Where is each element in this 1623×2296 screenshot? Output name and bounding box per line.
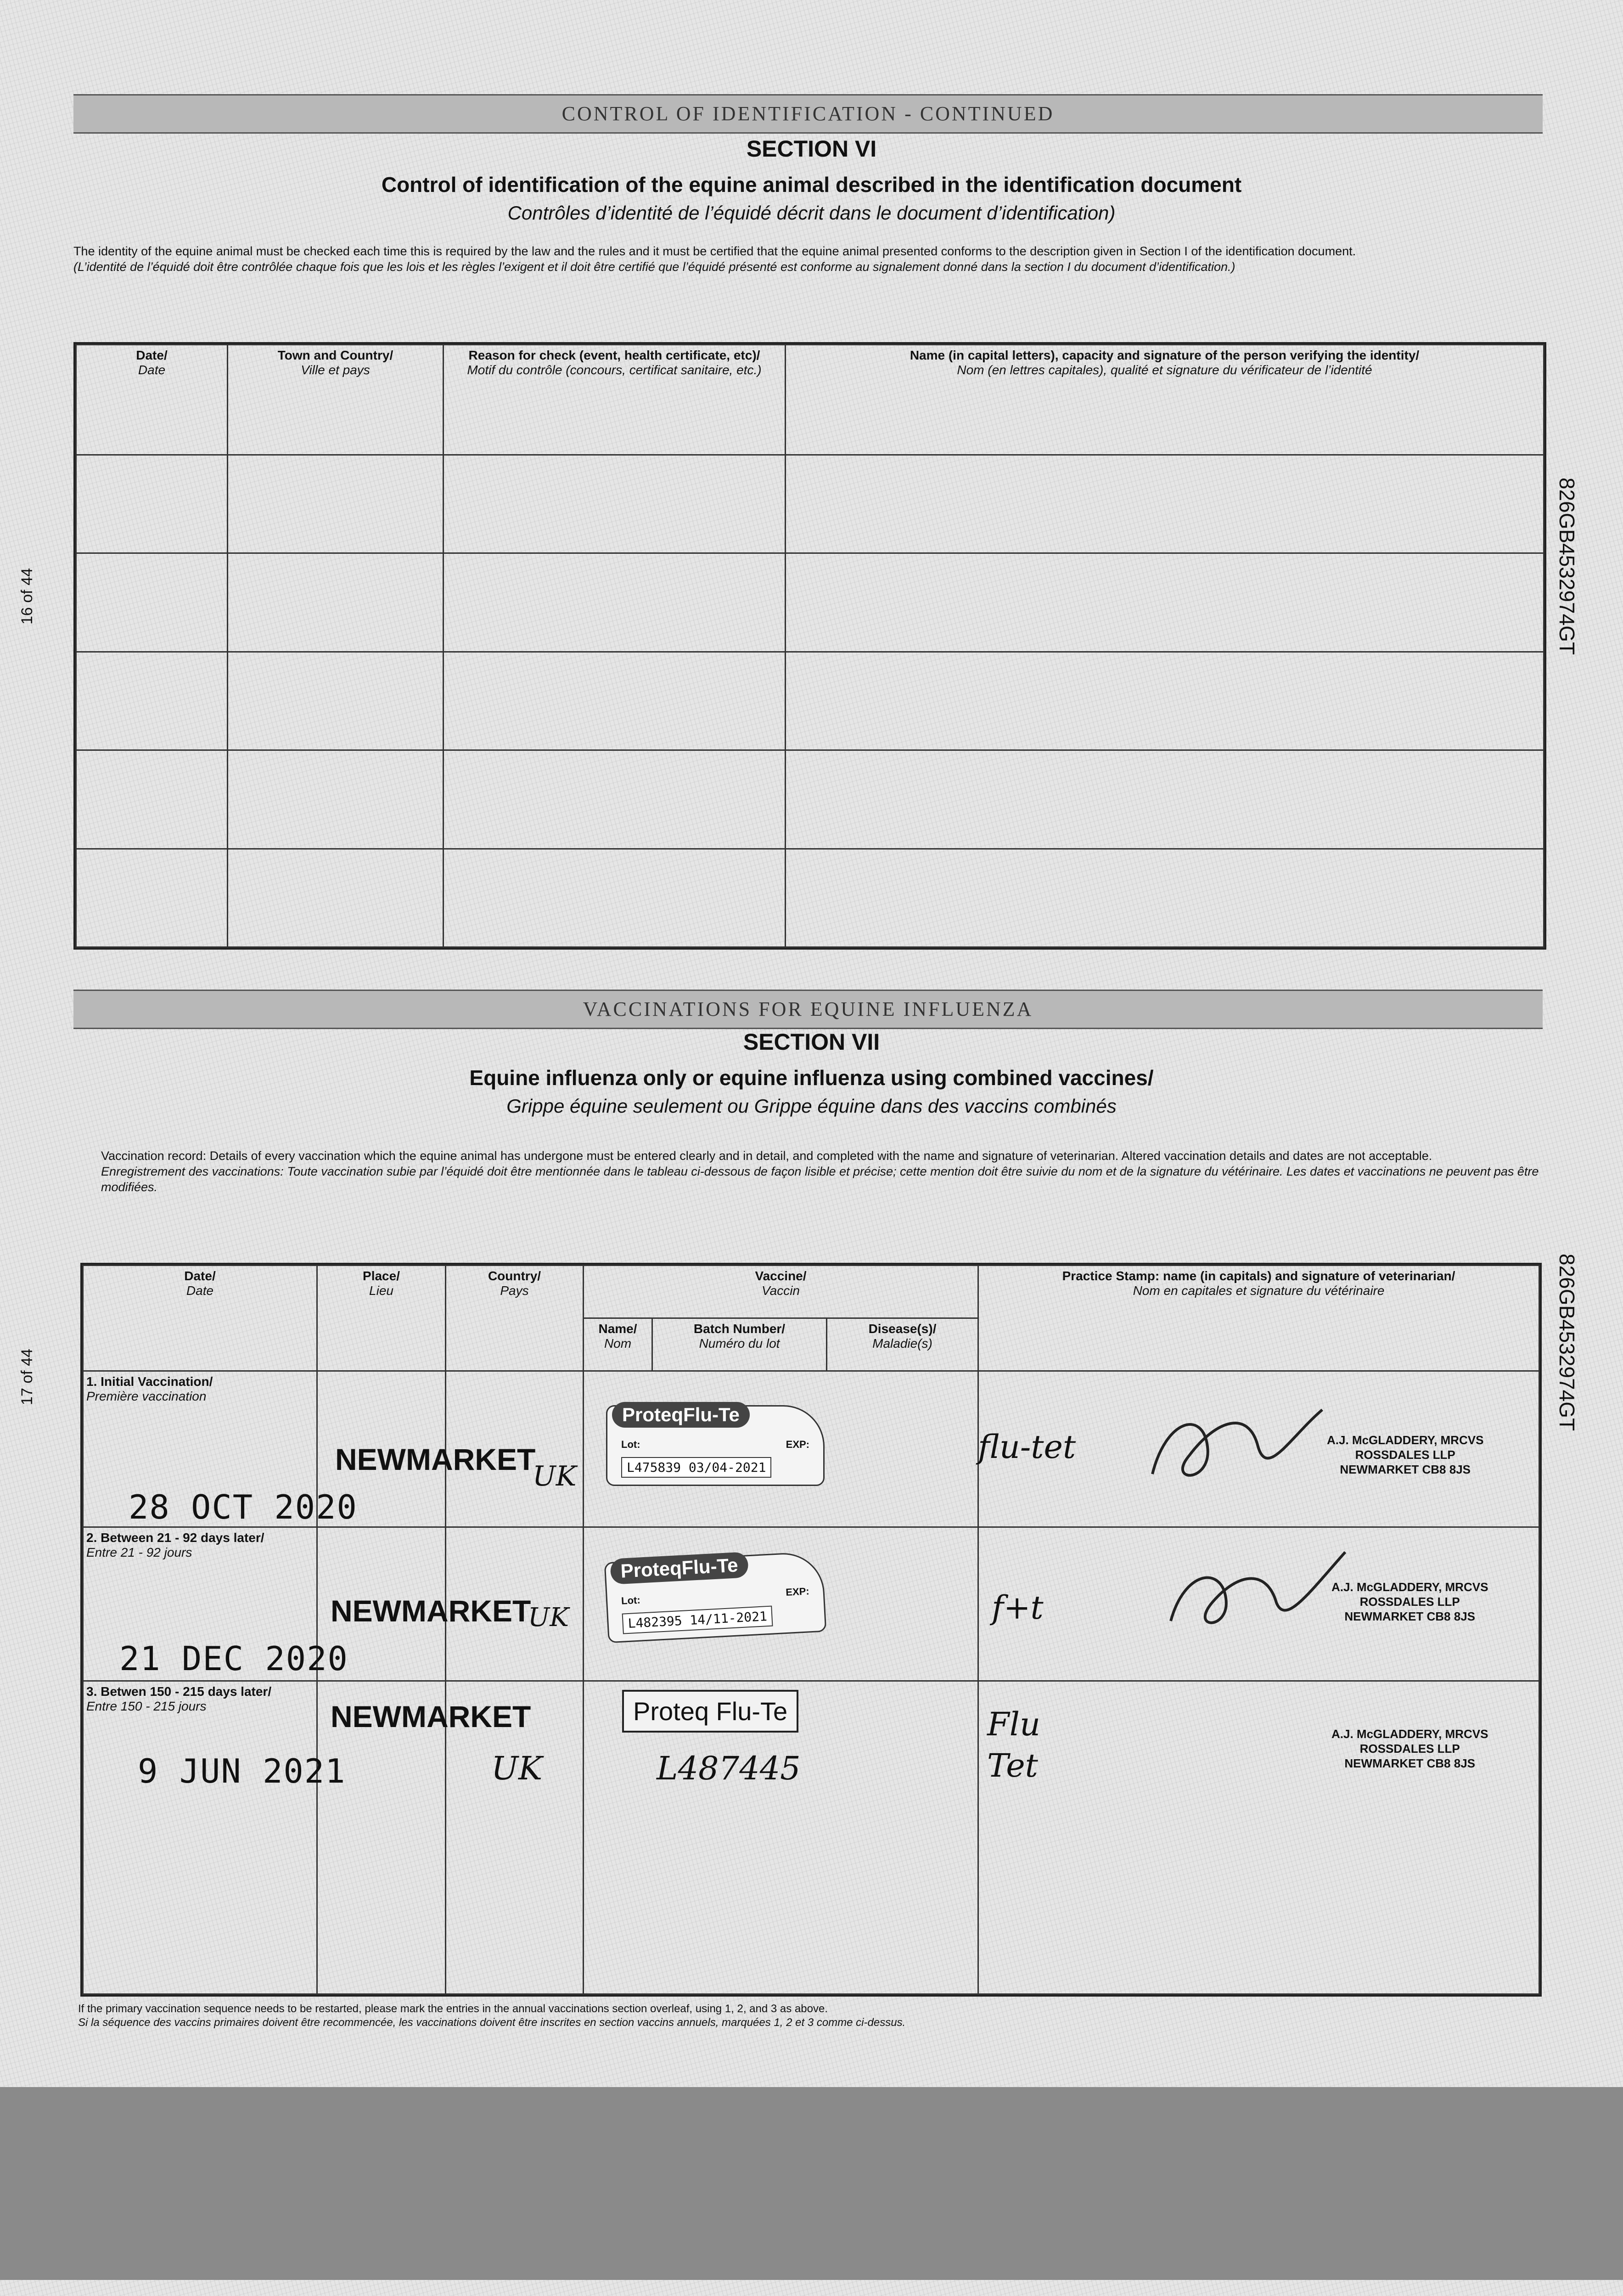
- vet-stamp-line: A.J. McGLADDERY, MRCVS: [1327, 1433, 1484, 1447]
- section-vii-side-code: 826GB4532974GT: [1555, 1254, 1579, 1431]
- identity-check-row: [76, 652, 1544, 750]
- sticker-exp-label-2: EXP:: [785, 1585, 810, 1598]
- verifier-cell[interactable]: [786, 455, 1544, 553]
- section-vi-subtitle-fr: Contrôles d’identité de l’équidé décrit dans le document d’identification): [507, 202, 1116, 224]
- vet-stamp-line: NEWMARKET CB8 8JS: [1344, 1609, 1475, 1623]
- vet-stamp-line: A.J. McGLADDERY, MRCVS: [1331, 1727, 1488, 1741]
- identity-check-row: [76, 750, 1544, 849]
- vaccination-country-2: UK: [528, 1603, 569, 1632]
- vaccination-place-3: NEWMARKET: [331, 1699, 531, 1733]
- section-vii-instructions: [101, 1148, 1543, 1195]
- col-date-header: Date/ Date: [83, 1266, 317, 1371]
- vaccine-name-3: Proteq Flu-Te: [622, 1690, 798, 1733]
- date-cell[interactable]: [76, 750, 228, 849]
- town-cell[interactable]: [228, 455, 444, 553]
- vaccination-place-1: NEWMARKET: [335, 1442, 536, 1476]
- vaccination-disease-3: Flu Tet: [987, 1705, 1041, 1784]
- vaccination-country-3: UK: [491, 1750, 543, 1787]
- vet-stamp-line: ROSSDALES LLP: [1355, 1448, 1455, 1462]
- sticker-exp-label-1: EXP:: [786, 1439, 809, 1450]
- vaccine-brand-2: ProteqFlu-Te: [610, 1552, 748, 1585]
- section-vi-side-code: 826GB4532974GT: [1555, 478, 1579, 655]
- identity-check-grid: [75, 344, 1544, 948]
- section-vii-instructions-en: Vaccination record: Details of every vaccination which the equine animal has undergone must be entered clearly and in detail, and completed with the name and signature of veterinarian. Altered vaccination details and dates are not acceptable.: [101, 1149, 1432, 1163]
- verifier-cell[interactable]: [786, 750, 1544, 849]
- section-vi-band: CONTROL OF IDENTIFICATION - CONTINUED: [73, 94, 1543, 134]
- identity-check-row: [76, 553, 1544, 652]
- col-batch-header: Batch Number/ Numéro du lot: [652, 1318, 827, 1371]
- section-vii-footnote: [78, 2002, 1547, 2030]
- date-cell[interactable]: [76, 455, 228, 553]
- dose-cell: 3. Betwen 150 - 215 days later/ Entre 150 - 215 jours: [83, 1681, 317, 1994]
- vaccination-date-2: 21 DEC 2020: [119, 1639, 348, 1678]
- sticker-lot-label-2: Lot:: [621, 1594, 641, 1607]
- section-vi-subtitle: Control of identification of the equine animal described in the identification document: [381, 173, 1242, 197]
- vet-stamp-line: ROSSDALES LLP: [1359, 1742, 1460, 1756]
- section-vii-title: SECTION VII: [743, 1029, 880, 1055]
- vaccination-row-3: [83, 1681, 1539, 1994]
- sticker-lot-label-1: Lot:: [621, 1439, 640, 1450]
- col-vaccine-name-header: Name/ Nom: [584, 1318, 652, 1371]
- section-vii-subtitle-fr: Grippe équine seulement ou Grippe équine dans des vaccins combinés: [506, 1095, 1117, 1117]
- dose-cell: 1. Initial Vaccination/ Première vaccination: [83, 1371, 317, 1527]
- vet-signature-1: [1139, 1391, 1331, 1492]
- vaccination-disease-2: f+t: [992, 1589, 1044, 1626]
- vaccine-batch-1: L475839 03/04-2021: [621, 1457, 771, 1478]
- town-cell[interactable]: [228, 553, 444, 652]
- dose-cell: 2. Between 21 - 92 days later/ Entre 21 - 92 jours: [83, 1527, 317, 1681]
- vet-stamp-3: [1331, 1727, 1488, 1771]
- section-vi-page-number: 16 of 44: [18, 568, 36, 625]
- footnote-fr: Si la séquence des vaccins primaires doivent être recommencée, les vaccinations doivent être inscrites en section vaccins annuels, marquées 1, 2 et 3 comme ci-dessus.: [78, 2016, 906, 2029]
- vaccine-batch-3: L487445: [657, 1750, 801, 1787]
- col-date-header: Date/ Date: [76, 345, 228, 455]
- vaccine-brand-1: ProteqFlu-Te: [612, 1402, 750, 1428]
- col-reason-header: Reason for check (event, health certificate, etc)/ Motif du contrôle (concours, certificat sanitaire, etc.): [444, 345, 786, 455]
- date-cell[interactable]: [76, 553, 228, 652]
- col-verifier-header: Name (in capital letters), capacity and signature of the person verifying the identity/ Nom (en lettres capitales), qualité et signature du vérificateur de l’identité: [786, 345, 1544, 455]
- date-cell[interactable]: [76, 849, 228, 947]
- vet-signature-2: [1162, 1543, 1354, 1639]
- col-disease-header: Disease(s)/ Maladie(s): [827, 1318, 978, 1371]
- col-stamp-header: Practice Stamp: name (in capitals) and signature of veterinarian/ Nom en capitales et signature du vétérinaire: [978, 1266, 1539, 1371]
- section-vi-instructions-fr: (L’identité de l’équidé doit être contrôlée chaque fois que les lois et les règles l’exigent et il doit être certifié que l’équidé présenté est conforme au signalement donné dans la section I du document d’identification.): [73, 260, 1236, 274]
- vaccination-date-1: 28 OCT 2020: [129, 1488, 358, 1526]
- vet-stamp-line: NEWMARKET CB8 8JS: [1344, 1756, 1475, 1770]
- section-vi-instructions-en: The identity of the equine animal must be checked each time this is required by the law and the rules and it must be certified that the equine animal presented conforms to the description given in Section I of the identification document.: [73, 244, 1356, 258]
- col-country-header: Country/ Pays: [446, 1266, 584, 1371]
- vaccine-batch-2: L482395 14/11-2021: [622, 1606, 773, 1634]
- town-cell[interactable]: [228, 652, 444, 750]
- section-vii-page-number: 17 of 44: [18, 1349, 36, 1405]
- vaccination-disease-1: flu-tet: [978, 1428, 1076, 1466]
- vaccine-sticker-2: [604, 1551, 827, 1643]
- section-vi-title: SECTION VI: [746, 136, 877, 162]
- vaccination-date-3: 9 JUN 2021: [138, 1752, 346, 1790]
- reason-cell[interactable]: [444, 849, 786, 947]
- scan-shadow-band: [0, 2087, 1623, 2280]
- reason-cell[interactable]: [444, 455, 786, 553]
- identity-check-table: [73, 342, 1546, 950]
- footnote-en: If the primary vaccination sequence needs to be restarted, please mark the entries in the annual vaccinations section overleaf, using 1, 2, and 3 as above.: [78, 2003, 828, 2015]
- vaccine-sticker-1: [606, 1405, 825, 1486]
- identity-check-header-row: [76, 345, 1544, 455]
- town-cell[interactable]: [228, 849, 444, 947]
- col-vaccine-header: Vaccine/ Vaccin: [584, 1266, 978, 1318]
- section-vii-band: VACCINATIONS FOR EQUINE INFLUENZA: [73, 990, 1543, 1029]
- town-cell[interactable]: [228, 750, 444, 849]
- identity-check-row: [76, 849, 1544, 947]
- vet-stamp-2: [1331, 1580, 1488, 1624]
- vaccination-place-2: NEWMARKET: [331, 1594, 531, 1628]
- vet-stamp-1: [1327, 1433, 1483, 1477]
- vet-stamp-line: A.J. McGLADDERY, MRCVS: [1331, 1580, 1488, 1594]
- reason-cell[interactable]: [444, 750, 786, 849]
- section-vii-subtitle: Equine influenza only or equine influenza using combined vaccines/: [469, 1066, 1154, 1090]
- section-vi-instructions: [73, 243, 1552, 275]
- section-vii-instructions-fr: Enregistrement des vaccinations: Toute vaccination subie par l’équidé doit être mentionnée dans le tableau ci-dessous de façon lisible et précise; cette mention doit être suivie du nom et de la signature du vétérinaire. Les dates et vaccinations ne peuvent pas être modifiées.: [101, 1165, 1539, 1194]
- vaccination-header-row-1: [83, 1266, 1539, 1318]
- vet-stamp-line: ROSSDALES LLP: [1359, 1595, 1460, 1609]
- date-cell[interactable]: [76, 652, 228, 750]
- reason-cell[interactable]: [444, 553, 786, 652]
- vet-stamp-line: NEWMARKET CB8 8JS: [1340, 1463, 1471, 1476]
- verifier-cell[interactable]: [786, 849, 1544, 947]
- col-place-header: Place/ Lieu: [317, 1266, 446, 1371]
- col-town-country-header: Town and Country/ Ville et pays: [228, 345, 444, 455]
- verifier-cell[interactable]: [786, 652, 1544, 750]
- identity-check-row: [76, 455, 1544, 553]
- vaccination-country-1: UK: [533, 1460, 577, 1492]
- verifier-cell[interactable]: [786, 553, 1544, 652]
- reason-cell[interactable]: [444, 652, 786, 750]
